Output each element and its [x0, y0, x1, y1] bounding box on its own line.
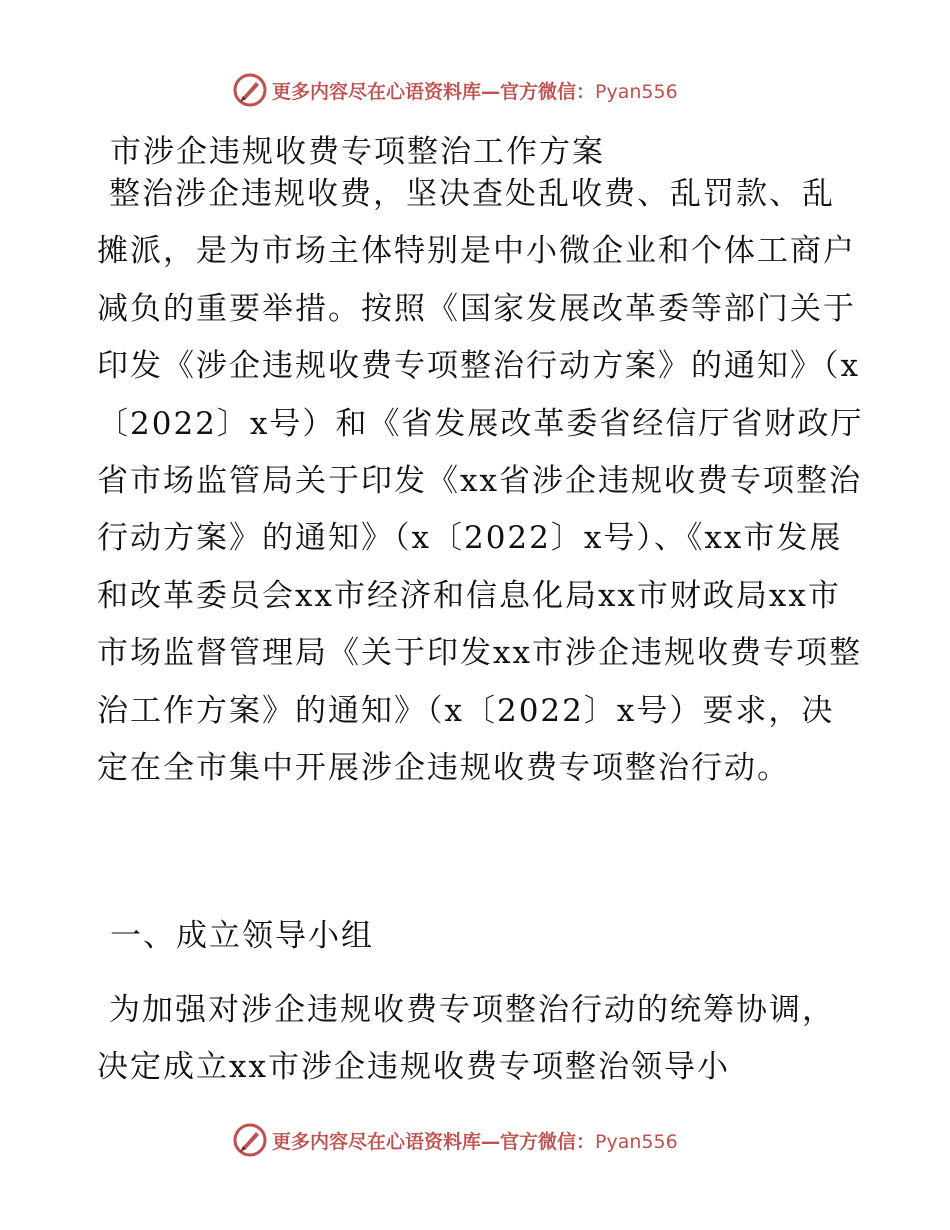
section-paragraph: 为加强对涉企违规收费专项整治行动的统筹协调，决定成立xx市涉企违规收费专项整治领导小 [97, 992, 835, 1086]
watermark-header [232, 70, 678, 110]
watermark-footer [232, 1120, 678, 1160]
intro-paragraph: 整治涉企违规收费，坚决查处乱收费、乱罚款、乱摊派，是为市场主体特别是中小微企业和个体工商户减负的重要举措。按照《国家发展改革委等部门关于印发《涉企违规收费专项整治行动方案》的通知》（x〔2022〕x号）和《省发展改革委省经信厅省财政厅省市场监管局关于印发《xx省涉企违规收费专项整治行动方案》的通知》（x〔2022〕x号）、《xx市发展和改革委员会xx市经济和信息化局xx市财政局xx市市场监督管理局《关于印发xx市涉企违规收费专项整治工作方案》的通知》（x〔2022〕x号）要求，决定在全市集中开展涉企违规收费专项整治行动。 [97, 176, 864, 787]
watermark-text: 更多内容尽在心语资料库—官方微信：Pyan556 [272, 1130, 678, 1153]
pen-nib-logo-icon [232, 72, 268, 108]
watermark-text: 更多内容尽在心语资料库—官方微信：Pyan556 [272, 80, 678, 103]
pen-nib-logo-icon [232, 1122, 268, 1158]
document-title: 市涉企违规收费专项整治工作方案 [110, 134, 605, 170]
section-heading: 一、成立领导小组 [110, 918, 374, 954]
